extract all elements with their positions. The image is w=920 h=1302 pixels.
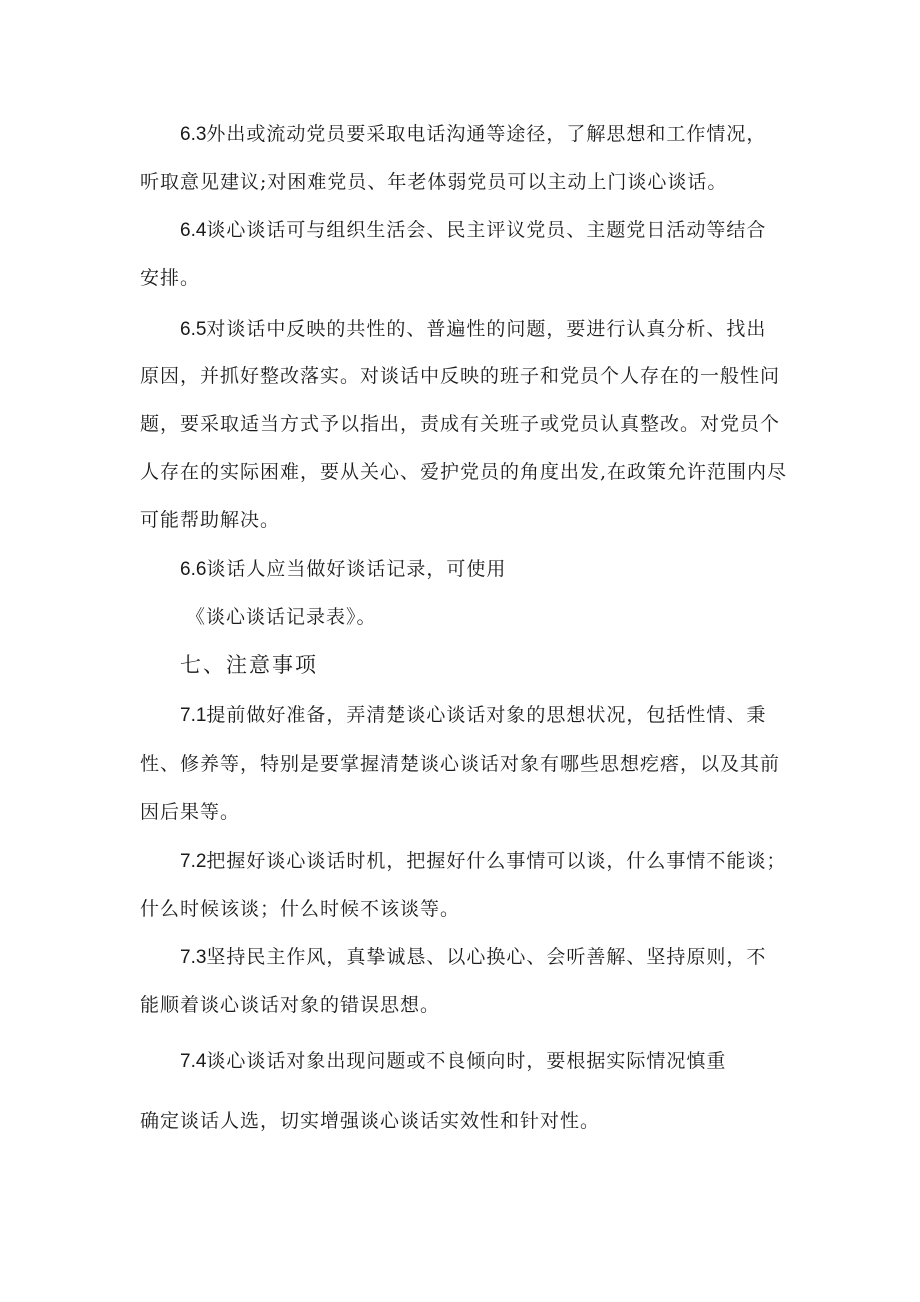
item-7-4-line-2: 确定谈话人选，切实增强谈心谈话实效性和针对性。: [140, 1110, 601, 1132]
paragraph-text: 对谈话中反映的共性的、普遍性的问题，要进行认真分析、找出: [206, 318, 767, 340]
item-7-1-line-3: 因后果等。: [140, 801, 241, 823]
paragraph-6-3-line-2: 听取意见建议;对困难党员、年老体弱党员可以主动上门谈心谈话。: [140, 171, 728, 193]
paragraph-6-4-line-2: 安排。: [140, 267, 201, 289]
paragraph-6-5-line-3: 题，要采取适当方式予以指出，责成有关班子或党员认真整改。对党员个: [140, 413, 781, 435]
item-7-2-line-2: 什么时候该谈；什么时候不该谈等。: [140, 898, 461, 920]
item-number: 7.4: [180, 1051, 207, 1072]
item-text: 坚持民主作风，真挚诚恳、以心换心、会听善解、坚持原则，不: [206, 946, 767, 968]
paragraph-6-6-line-2: 《谈心谈话记录表》。: [186, 606, 377, 628]
item-7-3-line-1: [180, 945, 766, 970]
paragraph-text: 外出或流动党员要采取电话沟通等途径，了解思想和工作情况，: [206, 123, 767, 145]
item-number: 7.2: [180, 851, 207, 872]
paragraph-6-3-line-1: [180, 122, 766, 147]
paragraph-6-5-line-1: [180, 317, 766, 342]
item-number: 7.1: [180, 705, 207, 726]
paragraph-6-5-line-5: 可能帮助解决。: [140, 509, 281, 531]
item-text: 谈心谈话对象出现问题或不良倾向时，要根据实际情况慎重: [206, 1050, 727, 1072]
section-heading: 七、注意事项: [180, 653, 318, 677]
paragraph-6-4-line-1: [180, 218, 766, 243]
item-number: 7.3: [180, 947, 207, 968]
item-7-3-line-2: 能顺着谈心谈话对象的错误思想。: [140, 994, 441, 1016]
paragraph-number: 6.3: [180, 124, 207, 145]
paragraph-number: 6.6: [180, 559, 207, 580]
item-text: 提前做好准备，弄清楚谈心谈话对象的思想状况，包括性情、秉: [206, 704, 767, 726]
item-7-4-line-1: [180, 1049, 726, 1074]
paragraph-6-6-line-1: [180, 557, 506, 582]
paragraph-text: 谈话人应当做好谈话记录，可使用: [206, 558, 507, 580]
paragraph-6-5-line-2: 原因，并抓好整改落实。对谈话中反映的班子和党员个人存在的一般性问: [140, 365, 781, 387]
paragraph-6-5-line-4: 人存在的实际困难，要从关心、爱护党员的角度出发,在政策允许范围内尽: [140, 461, 788, 483]
paragraph-number: 6.5: [180, 319, 207, 340]
item-7-2-line-1: [180, 849, 786, 874]
item-7-1-line-2: 性、修养等，特别是要掌握清楚谈心谈话对象有哪些思想疙瘩，以及其前: [140, 753, 781, 775]
paragraph-text: 谈心谈话可与组织生活会、民主评议党员、主题党日活动等结合: [206, 219, 767, 241]
paragraph-number: 6.4: [180, 220, 207, 241]
item-text: 把握好谈心谈话时机，把握好什么事情可以谈，什么事情不能谈；: [206, 850, 787, 872]
item-7-1-line-1: [180, 703, 766, 728]
